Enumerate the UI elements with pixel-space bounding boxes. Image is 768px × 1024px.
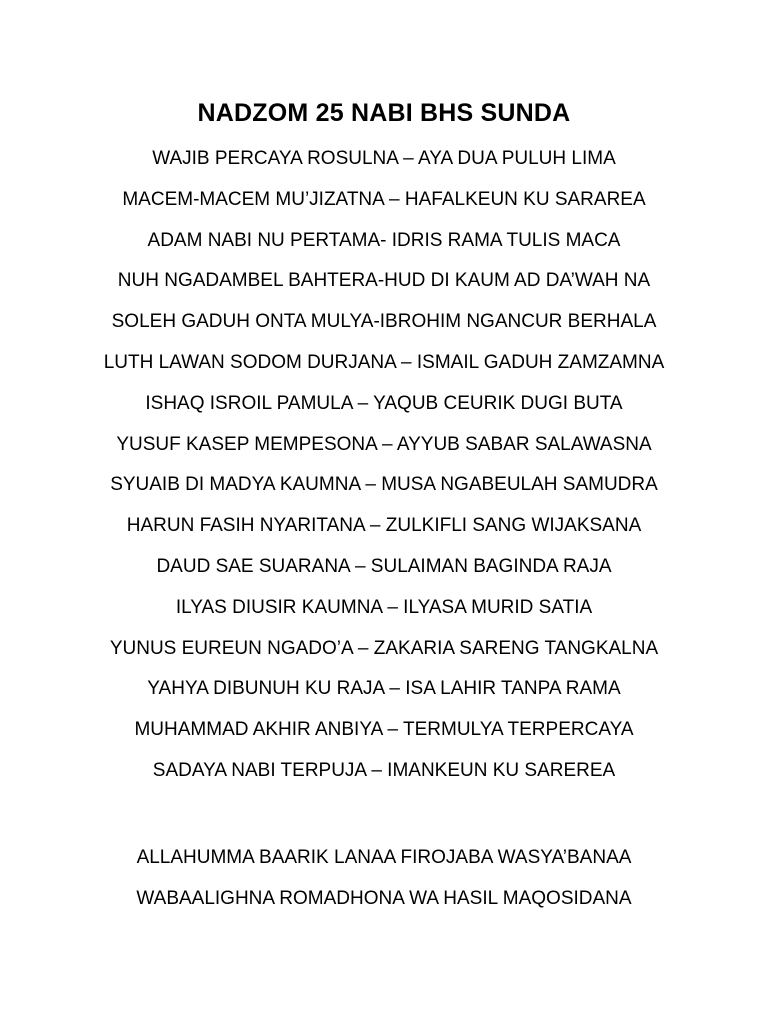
verse-line-2: MACEM-MACEM MU’JIZATNA – HAFALKEUN KU SARAREA	[122, 188, 646, 210]
verse-line-4: NUH NGADAMBEL BAHTERA-HUD DI KAUM AD DA’WAH NA	[117, 270, 651, 292]
document-title: NADZOM 25 NABI BHS SUNDA	[197, 99, 571, 127]
verse-line-9: SYUAIB DI MADYA KAUMNA – MUSA NGABEULAH SAMUDRA	[110, 474, 658, 496]
closing-line-1: ALLAHUMMA BAARIK LANAA FIROJABA WASYA’BANAA	[136, 847, 632, 868]
verse-line-12: ILYAS DIUSIR KAUMNA – ILYASA MURID SATIA	[175, 596, 593, 618]
verse-line-8: YUSUF KASEP MEMPESONA – AYYUB SABAR SALAWASNA	[116, 433, 652, 455]
verse-line-15: MUHAMMAD AKHIR ANBIYA – TERMULYA TERPERCAYA	[134, 719, 634, 741]
verse-line-14: YAHYA DIBUNUH KU RAJA – ISA LAHIR TANPA RAMA	[147, 678, 621, 700]
verse-list	[0, 141, 768, 794]
verse-line-7: ISHAQ ISROIL PAMULA – YAQUB CEURIK DUGI BUTA	[145, 392, 623, 414]
verse-line-1: WAJIB PERCAYA ROSULNA – AYA DUA PULUH LIMA	[152, 148, 616, 169]
closing-line-2: WABAALIGHNA ROMADHONA WA HASIL MAQOSIDANA	[136, 887, 632, 909]
closing-prayer	[0, 840, 768, 922]
verse-line-10: HARUN FASIH NYARITANA – ZULKIFLI SANG WIJAKSANA	[126, 515, 642, 537]
verse-line-13: YUNUS EUREUN NGADO’A – ZAKARIA SARENG TANGKALNA	[109, 637, 659, 659]
verse-line-16: SADAYA NABI TERPUJA – IMANKEUN KU SAREREA	[152, 759, 616, 781]
verse-line-6: LUTH LAWAN SODOM DURJANA – ISMAIL GADUH ZAMZAMNA	[103, 351, 665, 373]
verse-line-5: SOLEH GADUH ONTA MULYA-IBROHIM NGANCUR BERHALA	[111, 311, 657, 333]
verse-line-11: DAUD SAE SUARANA – SULAIMAN BAGINDA RAJA	[156, 555, 612, 577]
verse-line-3: ADAM NABI NU PERTAMA- IDRIS RAMA TULIS MACA	[147, 229, 621, 251]
